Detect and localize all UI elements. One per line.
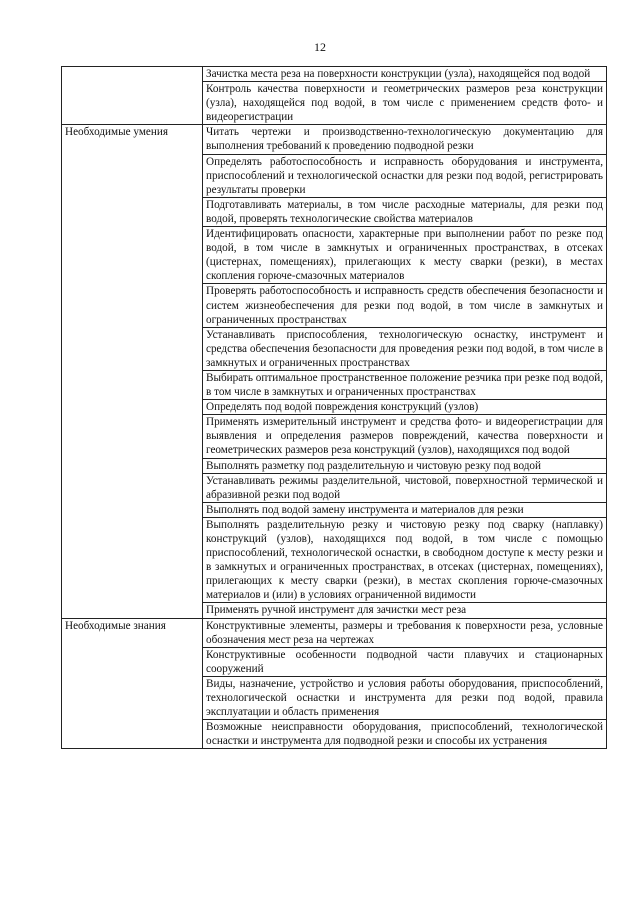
table-cell: Устанавливать режимы разделительной, чистовой, поверхностной термической и абразивной резки под водой — [203, 473, 607, 502]
table-cell: Выполнять разделительную резку и чистовую резку под сварку (наплавку) конструкций (узлов), находящихся под водой, в том числе с помощью приспособлений, технологической оснастки, в свободном доступе к месту резки и в замкнутых и ограниченных пространствах, в отсеках (цистернах, помещениях), прилегающих к месту сварки (резки), в местах скопления горюче-смазочных материалов и (или) в условиях ограниченной видимости — [203, 517, 607, 603]
section-label-cell — [62, 618, 203, 749]
table-cell: Проверять работоспособность и исправность средств обеспечения безопасности и систем жизнеобеспечения для резки под водой, в том числе в замкнутых и ограниченных пространствах — [203, 284, 607, 327]
table-cell: Выполнять разметку под разделительную и чистовую резку под водой — [203, 458, 607, 473]
section-label-cell — [62, 67, 203, 125]
table-cell: Определять под водой повреждения конструкций (узлов) — [203, 400, 607, 415]
page-number: 12 — [314, 40, 326, 54]
table-cell: Идентифицировать опасности, характерные при выполнении работ по резке под водой, в том числе в замкнутых и ограниченных пространствах, в отсеках (цистернах, помещениях), прилегающих к месту сварки (резки), в местах скопления горюче-смазочных материалов — [203, 227, 607, 284]
table-cell: Применять ручной инструмент для зачистки мест реза — [203, 603, 607, 618]
section-label: Необходимые умения — [65, 126, 168, 139]
table-cell: Конструктивные особенности подводной части плавучих и стационарных сооружений — [203, 647, 607, 676]
table-cell: Устанавливать приспособления, технологическую оснастку, инструмент и средства обеспечения безопасности для проведения резки под водой, в том числе в замкнутых и ограниченных пространствах — [203, 327, 607, 370]
table-cell: Определять работоспособность и исправность оборудования и инструмента, приспособлений и технологической оснастки для резки под водой, регистрировать результаты проверки — [203, 154, 607, 197]
table-row — [62, 618, 607, 647]
table-cell: Читать чертежи и производственно-технологическую документацию для выполнения требований к проведению подводной резки — [203, 125, 607, 154]
table-cell: Выбирать оптимальное пространственное положение резчика при резке под водой, в том числе в замкнутых и ограниченных пространствах — [203, 370, 607, 399]
table-cell: Контроль качества поверхности и геометрических размеров реза конструкции (узла), находящейся под водой, в том числе с применением средств фото- и видеорегистрации — [203, 82, 607, 125]
section-label: Необходимые знания — [65, 619, 166, 632]
table-row — [62, 125, 607, 154]
table-cell: Применять измерительный инструмент и средства фото- и видеорегистрации для выявления и определения размеров повреждений, качества поверхности и геометрических размеров реза конструкций (узлов), находящихся под водой — [203, 415, 607, 458]
table-cell: Подготавливать материалы, в том числе расходные материалы, для резки под водой, проверять технологические свойства материалов — [203, 197, 607, 226]
requirements-table — [61, 66, 607, 749]
table-cell: Зачистка места реза на поверхности конструкции (узла), находящейся под водой — [203, 67, 607, 82]
table-row — [62, 67, 607, 82]
table-cell: Выполнять под водой замену инструмента и материалов для резки — [203, 502, 607, 517]
table-cell: Конструктивные элементы, размеры и требования к поверхности реза, условные обозначения мест реза на чертежах — [203, 618, 607, 647]
table-cell: Виды, назначение, устройство и условия работы оборудования, приспособлений, технологической оснастки и инструмента для резки под водой, правила эксплуатации и область применения — [203, 676, 607, 719]
section-label-cell — [62, 125, 203, 618]
table-cell: Возможные неисправности оборудования, приспособлений, технологической оснастки и инструмента для подводной резки и способы их устранения — [203, 720, 607, 749]
